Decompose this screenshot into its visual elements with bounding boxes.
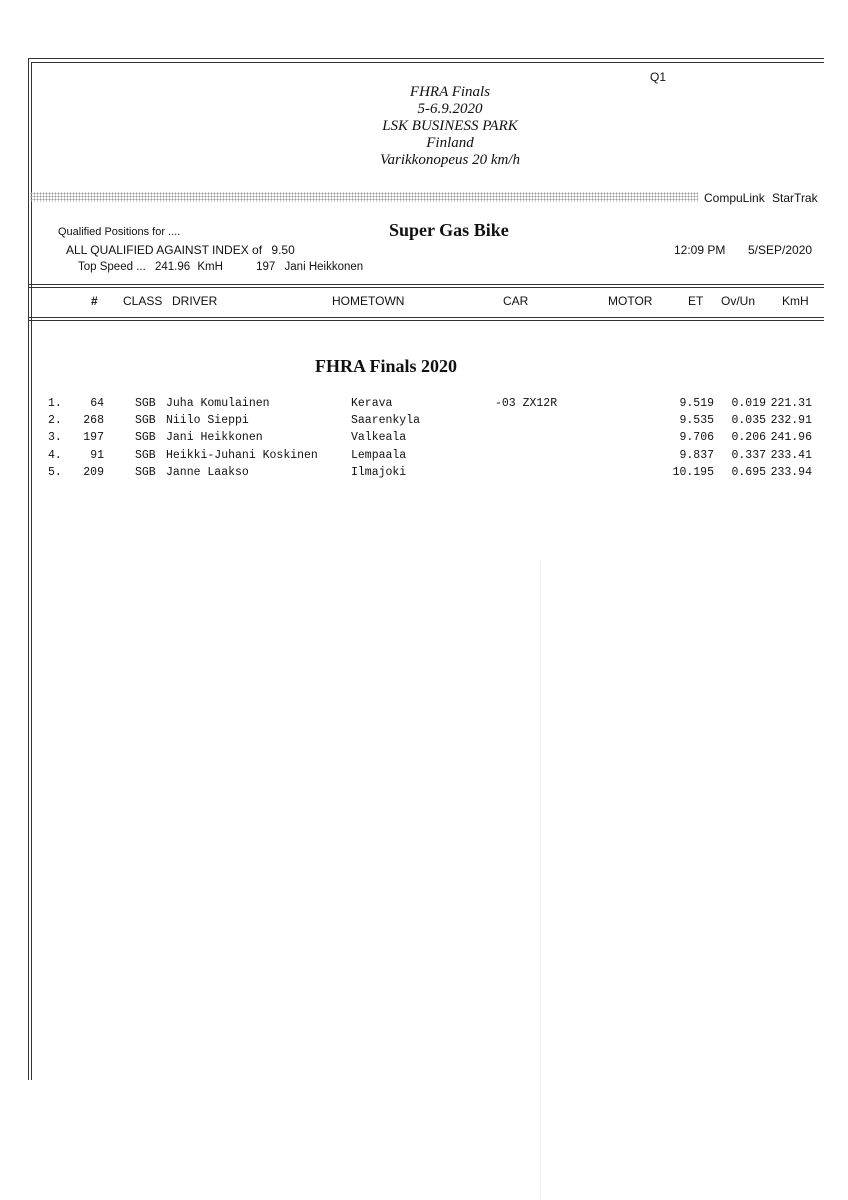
cell-driver: Juha Komulainen <box>166 397 270 410</box>
top-border-line-inner <box>31 62 824 63</box>
class-title: Super Gas Bike <box>389 220 509 240</box>
top-border-line <box>28 58 824 59</box>
cell-kmh: 221.31 <box>770 397 812 410</box>
system-product-name: StarTrak <box>772 191 818 205</box>
cell-driver: Jani Heikkonen <box>166 431 263 445</box>
cell-hometown: Kerava <box>351 397 393 410</box>
cell-kmh: 241.96 <box>770 431 812 445</box>
cell-et: 9.535 <box>679 414 714 428</box>
cell-kmh: 232.91 <box>770 414 812 428</box>
cell-ovun: 0.206 <box>731 431 766 445</box>
column-headers <box>0 294 848 310</box>
cell-ovun: 0.019 <box>731 397 766 410</box>
cell-class: SGB <box>135 431 156 445</box>
table-row <box>0 397 848 414</box>
cell-pos: 1. <box>48 397 62 410</box>
scan-edge-line <box>540 560 541 1200</box>
cell-class: SGB <box>135 397 156 410</box>
page-label: Q1 <box>650 70 667 84</box>
cell-hometown: Lempaala <box>351 448 407 462</box>
cell-ovun: 0.035 <box>731 414 766 428</box>
cell-pos: 2. <box>48 414 62 428</box>
col-et: ET <box>688 294 704 308</box>
event-name: FHRA Finals <box>409 84 491 100</box>
cell-driver: Heikki-Juhani Koskinen <box>166 448 318 462</box>
cell-et: 10.195 <box>672 465 714 479</box>
top-speed-driver: Jani Heikkonen <box>284 261 364 273</box>
col-driver: DRIVER <box>172 294 218 308</box>
header-rule-top-2 <box>28 287 824 288</box>
top-speed-label: Top Speed ... <box>78 261 146 273</box>
index-value: 9.50 <box>271 243 295 257</box>
col-hometown: HOMETOWN <box>332 294 405 308</box>
cell-hometown: Saarenkyla <box>351 414 421 428</box>
report-date: 5/SEP/2020 <box>748 243 813 257</box>
cell-pos: 5. <box>48 465 62 479</box>
cell-hometown: Valkeala <box>351 431 407 445</box>
table-row <box>0 466 848 483</box>
cell-class: SGB <box>135 448 156 462</box>
cell-class: SGB <box>135 414 156 428</box>
cell-num: 197 <box>83 431 104 445</box>
cell-pos: 3. <box>48 431 62 445</box>
cell-kmh: 233.94 <box>770 465 812 479</box>
cell-et: 9.837 <box>679 448 714 462</box>
cell-car: -03 ZX12R <box>495 397 558 410</box>
top-speed-unit: KmH <box>197 261 223 273</box>
section-title: FHRA Finals 2020 <box>315 356 458 376</box>
top-speed-value: 241.96 <box>154 261 191 273</box>
system-brand <box>704 191 818 205</box>
table-row <box>0 414 848 431</box>
col-motor: MOTOR <box>608 294 653 308</box>
cell-kmh: 233.41 <box>770 448 812 462</box>
col-num: # <box>91 294 98 308</box>
cell-ovun: 0.695 <box>731 465 766 479</box>
event-pit-speed: Varikkonopeus 20 km/h <box>380 152 520 168</box>
cell-et: 9.519 <box>679 397 714 410</box>
cell-ovun: 0.337 <box>731 448 766 462</box>
col-class: CLASS <box>123 294 163 308</box>
cell-pos: 4. <box>48 448 62 462</box>
event-venue: LSK BUSINESS PARK <box>382 118 518 134</box>
cell-num: 91 <box>90 448 104 462</box>
qualified-for-label: Qualified Positions for .... <box>58 226 181 238</box>
cell-driver: Niilo Sieppi <box>166 414 249 428</box>
col-kmh: KmH <box>782 294 809 308</box>
cell-hometown: Ilmajoki <box>351 465 407 479</box>
index-label: ALL QUALIFIED AGAINST INDEX of <box>66 243 263 257</box>
col-ovun: Ov/Un <box>721 294 756 308</box>
top-speed-number: 197 <box>256 261 276 273</box>
col-car: CAR <box>503 294 529 308</box>
header-rule-bottom <box>28 317 824 318</box>
cell-et: 9.706 <box>679 431 714 445</box>
report-time: 12:09 PM <box>674 243 726 257</box>
left-border-line-inner <box>31 62 32 1080</box>
top-speed-line <box>78 261 363 273</box>
table-row <box>0 431 848 448</box>
left-border-line <box>28 58 29 1080</box>
event-header <box>300 84 600 169</box>
cell-class: SGB <box>135 465 156 479</box>
table-row <box>0 449 848 466</box>
cell-num: 268 <box>83 414 104 428</box>
cell-driver: Janne Laakso <box>166 465 249 479</box>
index-line <box>66 243 295 257</box>
event-dates: 5-6.9.2020 <box>417 101 483 117</box>
system-brand-name: CompuLink <box>704 191 765 205</box>
header-rule-bottom-2 <box>28 320 824 321</box>
event-country: Finland <box>426 135 474 151</box>
cell-num: 209 <box>83 465 104 479</box>
header-rule-top <box>28 284 824 285</box>
cell-num: 64 <box>90 397 104 410</box>
dotted-band <box>30 192 698 202</box>
